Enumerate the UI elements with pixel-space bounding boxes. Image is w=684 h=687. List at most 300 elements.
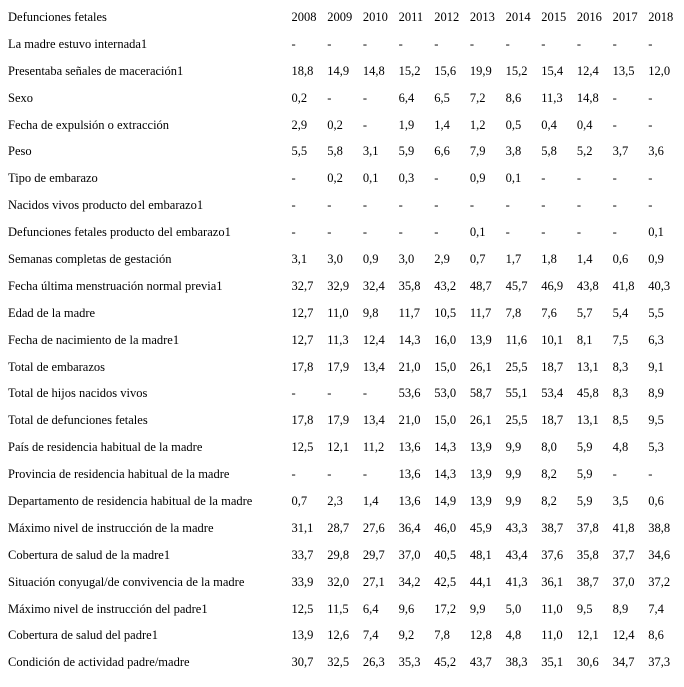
table-cell: 5,0 (505, 601, 522, 616)
table-row (4, 58, 684, 85)
table-cell: 19,9 (469, 63, 492, 78)
table-row (4, 569, 684, 596)
table-cell: 8,5 (612, 413, 629, 428)
table-cell: 36,4 (398, 520, 421, 535)
table-cell: 0,5 (505, 117, 522, 132)
table-cell: 9,2 (398, 628, 415, 643)
table-cell: - (362, 117, 368, 132)
table-cell: - (398, 198, 403, 213)
table-cell: 8,0 (541, 440, 557, 455)
table-cell: 9,9 (505, 467, 522, 482)
table-row (4, 488, 684, 515)
table-cell: 53,0 (434, 386, 457, 401)
table-cell: - (612, 171, 617, 186)
table-row (4, 407, 684, 434)
table-cell: 38,8 (648, 520, 671, 535)
table-cell: - (291, 171, 296, 186)
table-cell: 13,6 (398, 440, 421, 455)
table-cell: 9,6 (398, 601, 415, 616)
table-cell: - (362, 467, 368, 482)
table-cell: 3,1 (291, 251, 308, 266)
table-cell: 11,7 (469, 305, 492, 320)
table-cell: 12,1 (327, 440, 350, 455)
table-cell: 5,7 (576, 305, 593, 320)
table-cell: 14,8 (576, 90, 599, 105)
table-cell: 58,7 (469, 386, 492, 401)
table-cell: - (469, 198, 475, 213)
table-cell: 43,4 (505, 547, 528, 562)
table-cell: 34,2 (398, 574, 421, 589)
table-cell: 0,1 (362, 171, 379, 186)
table-cell: 32,5 (327, 655, 350, 670)
row-label: Fecha de nacimiento de la madre1 (8, 332, 180, 347)
table-cell: 12,5 (291, 440, 314, 455)
table-row (4, 300, 684, 327)
table-cell: 8,3 (612, 359, 629, 374)
table-cell: 29,7 (362, 547, 385, 562)
table-cell: 13,9 (469, 493, 492, 508)
table-cell: 9,9 (505, 440, 522, 455)
table-cell: - (505, 36, 510, 51)
table-cell: 8,3 (612, 386, 629, 401)
table-row (4, 434, 684, 461)
row-label: Máximo nivel de instrucción de la madre (8, 520, 214, 535)
table-cell: 13,9 (469, 332, 492, 347)
table-row (4, 515, 684, 542)
table-cell: - (291, 386, 296, 401)
table-cell: 53,6 (398, 386, 421, 401)
table-cell: 41,8 (612, 520, 635, 535)
table-cell: - (612, 117, 617, 132)
table-cell: 0,7 (291, 493, 308, 508)
table-cell: 11,7 (398, 305, 420, 320)
table-cell: 32,0 (327, 574, 350, 589)
table-cell: 8,6 (505, 90, 522, 105)
table-cell: - (576, 36, 582, 51)
table-row (4, 596, 684, 623)
corner-label: Defunciones fetales (8, 9, 107, 24)
table-cell: - (612, 467, 617, 482)
table-cell: 21,0 (398, 413, 421, 428)
table-cell: - (576, 171, 582, 186)
table-cell: 0,2 (327, 171, 343, 186)
table-cell: 9,8 (362, 305, 379, 320)
table-cell: 7,8 (434, 628, 450, 643)
table-cell: 11,0 (541, 601, 563, 616)
table-cell: 41,3 (505, 574, 528, 589)
table-cell: 30,7 (291, 655, 314, 670)
table-cell: 12,4 (576, 63, 599, 78)
table-cell: 7,6 (541, 305, 557, 320)
table-cell: 41,8 (612, 278, 635, 293)
table-cell: 3,0 (398, 251, 415, 266)
table-cell: 44,1 (469, 574, 492, 589)
table-cell: 11,2 (362, 440, 385, 455)
table-cell: 45,8 (576, 386, 599, 401)
table-cell: - (612, 36, 617, 51)
table-cell: 3,1 (362, 144, 379, 159)
table-cell: 33,7 (291, 547, 314, 562)
table-cell: 3,0 (327, 251, 343, 266)
table-cell: 42,5 (434, 574, 457, 589)
table-cell: 12,6 (327, 628, 350, 643)
table-cell: 21,0 (398, 359, 421, 374)
table-cell: 13,5 (612, 63, 635, 78)
table-cell: 15,0 (434, 359, 457, 374)
table-cell: 4,8 (505, 628, 522, 643)
table-cell: 11,0 (541, 628, 563, 643)
table-cell: 12,5 (291, 601, 314, 616)
year-header: 2015 (541, 9, 567, 24)
table-cell: 45,9 (469, 520, 492, 535)
table-cell: 5,2 (576, 144, 593, 159)
table-cell: 0,9 (469, 171, 486, 186)
year-header: 2009 (327, 9, 353, 24)
table-cell: - (648, 198, 653, 213)
table-cell: 43,3 (505, 520, 528, 535)
table-cell: 0,9 (648, 251, 664, 266)
table-row (4, 461, 684, 488)
table-cell: - (291, 467, 296, 482)
table-row (4, 354, 684, 381)
table-cell: 8,2 (541, 493, 557, 508)
table-cell: 0,6 (648, 493, 664, 508)
table-cell: 1,4 (434, 117, 450, 132)
table-cell: 10,1 (541, 332, 564, 347)
table-cell: 32,7 (291, 278, 314, 293)
year-header: 2011 (398, 9, 424, 24)
table-row (4, 112, 684, 139)
table-cell: 6,6 (434, 144, 450, 159)
row-label: Cobertura de salud de la madre1 (8, 547, 171, 562)
year-header: 2014 (505, 9, 531, 24)
table-cell: 13,6 (398, 467, 421, 482)
table-cell: 9,9 (505, 493, 522, 508)
table-cell: - (291, 36, 296, 51)
year-header: 2016 (576, 9, 602, 24)
table-cell: - (505, 225, 510, 240)
table-cell: 0,4 (576, 117, 593, 132)
table-cell: 0,6 (612, 251, 629, 266)
table-cell: 7,4 (362, 628, 379, 643)
row-label: Total de embarazos (8, 359, 105, 374)
year-header: 2010 (362, 9, 388, 24)
table-cell: - (434, 198, 439, 213)
table-cell: 1,7 (505, 251, 522, 266)
table-cell: - (648, 36, 653, 51)
row-label: Cobertura de salud del padre1 (8, 628, 158, 643)
table-cell: 2,9 (434, 251, 450, 266)
table-cell: 14,9 (327, 63, 350, 78)
row-label: Máximo nivel de instrucción del padre1 (8, 601, 208, 616)
table-cell: 8,2 (541, 467, 557, 482)
table-cell: 0,2 (327, 117, 343, 132)
table-cell: 48,1 (469, 547, 492, 562)
table-cell: 6,3 (648, 332, 664, 347)
table-cell: - (648, 171, 653, 186)
table-cell: 5,9 (398, 144, 415, 159)
table-cell: 8,1 (576, 332, 593, 347)
table-cell: 40,5 (434, 547, 457, 562)
table-cell: 11,6 (505, 332, 527, 347)
table-cell: 1,4 (576, 251, 593, 266)
table-cell: 2,9 (291, 117, 308, 132)
table-cell: 14,3 (434, 467, 457, 482)
table-cell: 5,9 (576, 440, 593, 455)
table-cell: 13,9 (469, 440, 492, 455)
table-body (4, 31, 684, 676)
table-cell: - (434, 171, 439, 186)
table-cell: - (362, 386, 368, 401)
table-cell: 16,0 (434, 332, 457, 347)
table-cell: 55,1 (505, 386, 528, 401)
table-cell: 7,8 (505, 305, 522, 320)
table-cell: 15,6 (434, 63, 457, 78)
table-cell: 45,7 (505, 278, 528, 293)
table-cell: 31,1 (291, 520, 314, 535)
year-header: 2013 (469, 9, 495, 24)
table-row (4, 165, 684, 192)
table-cell: 40,3 (648, 278, 671, 293)
table-cell: - (612, 225, 617, 240)
table-cell: 12,4 (612, 628, 635, 643)
row-label: Sexo (8, 90, 33, 105)
year-header: 2012 (434, 9, 460, 24)
table-cell: 15,2 (398, 63, 421, 78)
row-label: La madre estuvo internada1 (8, 36, 148, 51)
table-cell: 0,2 (291, 90, 308, 105)
table-cell: 15,4 (541, 63, 564, 78)
table-cell: 37,7 (612, 547, 635, 562)
table-cell: 0,1 (469, 225, 486, 240)
table-cell: 17,8 (291, 359, 314, 374)
table-cell: 7,4 (648, 601, 664, 616)
table-cell: 13,4 (362, 359, 385, 374)
table-cell: 11,5 (327, 601, 349, 616)
row-label: País de residencia habitual de la madre (8, 440, 203, 455)
table-cell: 13,9 (291, 628, 314, 643)
table-cell: 18,7 (541, 413, 564, 428)
year-header: 2018 (648, 9, 674, 24)
table-row (4, 380, 684, 407)
table-cell: 3,8 (505, 144, 522, 159)
table-cell: 37,8 (576, 520, 599, 535)
table-cell: 34,7 (612, 655, 635, 670)
table-cell: 9,5 (576, 601, 593, 616)
table-row (4, 649, 684, 676)
table-cell: 5,8 (327, 144, 343, 159)
table-cell: 6,4 (398, 90, 415, 105)
table-cell: - (327, 467, 332, 482)
table-cell: 35,3 (398, 655, 421, 670)
table-cell: 12,8 (469, 628, 492, 643)
table-cell: 29,8 (327, 547, 350, 562)
row-label: Fecha de expulsión o extracción (8, 117, 170, 132)
row-label: Tipo de embarazo (8, 171, 98, 186)
table-cell: 43,7 (469, 655, 492, 670)
row-label: Situación conyugal/de convivencia de la madre (8, 574, 245, 589)
row-label: Peso (8, 144, 32, 159)
row-label: Defunciones fetales producto del embarazo1 (8, 225, 231, 240)
row-label: Semanas completas de gestación (8, 251, 172, 266)
table-cell: - (541, 36, 546, 51)
table-cell: 15,0 (434, 413, 457, 428)
table-cell: 45,2 (434, 655, 457, 670)
table-cell: 36,1 (541, 574, 564, 589)
table-cell: - (648, 90, 653, 105)
table-cell: 46,0 (434, 520, 457, 535)
table-cell: 27,1 (362, 574, 385, 589)
table-cell: 5,4 (612, 305, 629, 320)
table-cell: 3,6 (648, 144, 664, 159)
table-cell: 11,3 (327, 332, 349, 347)
table-cell: 13,1 (576, 359, 599, 374)
table-cell: - (576, 198, 582, 213)
table-cell: - (576, 225, 582, 240)
table-cell: 35,8 (398, 278, 421, 293)
table-cell: 9,1 (648, 359, 664, 374)
table-cell: - (505, 198, 510, 213)
table-cell: 38,7 (541, 520, 564, 535)
table-cell: - (434, 36, 439, 51)
table-cell: 12,1 (576, 628, 599, 643)
table-cell: 14,8 (362, 63, 385, 78)
table-cell: 5,5 (648, 305, 664, 320)
table-cell: 15,2 (505, 63, 528, 78)
table-cell: 26,3 (362, 655, 385, 670)
table-cell: 32,4 (362, 278, 385, 293)
table-cell: 6,5 (434, 90, 450, 105)
table-cell: 10,5 (434, 305, 457, 320)
table-cell: - (648, 117, 653, 132)
table-cell: 1,9 (398, 117, 415, 132)
table-cell: 46,9 (541, 278, 564, 293)
table-cell: 11,3 (541, 90, 563, 105)
table-cell: 17,9 (327, 413, 350, 428)
table-cell: - (398, 36, 403, 51)
table-cell: 28,7 (327, 520, 350, 535)
row-label: Edad de la madre (8, 305, 96, 320)
table-cell: 37,3 (648, 655, 671, 670)
table-cell: 9,9 (469, 601, 486, 616)
table-cell: 0,9 (362, 251, 379, 266)
table-cell: - (541, 198, 546, 213)
table-cell: 17,8 (291, 413, 314, 428)
table-cell: 25,5 (505, 413, 528, 428)
table-cell: - (612, 90, 617, 105)
table-cell: 12,7 (291, 305, 314, 320)
table-cell: 6,4 (362, 601, 379, 616)
row-label: Nacidos vivos producto del embarazo1 (8, 198, 204, 213)
table-cell: - (327, 225, 332, 240)
table-cell: 14,9 (434, 493, 457, 508)
table-cell: - (612, 198, 617, 213)
table-cell: - (291, 198, 296, 213)
table-cell: 18,7 (541, 359, 564, 374)
table-cell: 12,4 (362, 332, 385, 347)
table-cell: - (398, 225, 403, 240)
table-cell: 1,8 (541, 251, 557, 266)
row-label: Departamento de residencia habitual de la madre (8, 493, 253, 508)
table-cell: - (362, 198, 368, 213)
table-cell: 35,1 (541, 655, 564, 670)
table-cell: 8,9 (648, 386, 664, 401)
table-cell: 30,6 (576, 655, 599, 670)
table-cell: - (362, 36, 368, 51)
table-cell: 48,7 (469, 278, 492, 293)
table-cell: 0,1 (505, 171, 522, 186)
table-cell: 38,3 (505, 655, 528, 670)
year-header: 2008 (291, 9, 317, 24)
table-cell: 32,9 (327, 278, 350, 293)
table-row (4, 85, 684, 112)
table-cell: 13,1 (576, 413, 599, 428)
table-cell: - (327, 386, 332, 401)
table-cell: - (327, 198, 332, 213)
table-cell: - (541, 171, 546, 186)
table-cell: 53,4 (541, 386, 564, 401)
table-cell: 0,3 (398, 171, 415, 186)
row-label: Total de hijos nacidos vivos (8, 386, 148, 401)
table-cell: - (327, 90, 332, 105)
table-cell: 43,2 (434, 278, 457, 293)
row-label: Total de defunciones fetales (8, 413, 148, 428)
table-cell: 9,5 (648, 413, 664, 428)
table-row (4, 219, 684, 246)
fetal-deaths-table (4, 4, 684, 676)
row-label: Fecha última menstruación normal previa1 (8, 278, 223, 293)
table-cell: - (469, 36, 475, 51)
row-label: Condición de actividad padre/madre (8, 655, 190, 670)
table-row (4, 192, 684, 219)
table-cell: 38,7 (576, 574, 599, 589)
table-cell: 5,9 (576, 467, 593, 482)
table-cell: 8,9 (612, 601, 629, 616)
table-cell: 37,0 (398, 547, 421, 562)
table-cell: - (362, 90, 368, 105)
table-cell: - (434, 225, 439, 240)
table-cell: 13,9 (469, 467, 492, 482)
table-cell: 26,1 (469, 359, 492, 374)
table-cell: - (648, 467, 653, 482)
table-cell: 33,9 (291, 574, 314, 589)
table-cell: - (541, 225, 546, 240)
table-cell: 34,6 (648, 547, 671, 562)
header-row (4, 4, 684, 31)
table-cell: 35,8 (576, 547, 599, 562)
table-cell: 12,7 (291, 332, 314, 347)
table-cell: 5,8 (541, 144, 557, 159)
table-cell: 1,2 (469, 117, 486, 132)
table-row (4, 327, 684, 354)
table-cell: 25,5 (505, 359, 528, 374)
table-row (4, 31, 684, 58)
table-cell: 14,3 (434, 440, 457, 455)
table-cell: 17,9 (327, 359, 350, 374)
table-row (4, 273, 684, 300)
table-cell: 7,5 (612, 332, 629, 347)
table-cell: 1,4 (362, 493, 379, 508)
table-cell: 18,8 (291, 63, 314, 78)
table-cell: 11,0 (327, 305, 349, 320)
table-cell: - (362, 225, 368, 240)
table-cell: 0,1 (648, 225, 664, 240)
table-row (4, 622, 684, 649)
table-cell: 3,5 (612, 493, 629, 508)
table-cell: 0,4 (541, 117, 557, 132)
table-cell: 12,0 (648, 63, 671, 78)
table-cell: 3,7 (612, 144, 629, 159)
